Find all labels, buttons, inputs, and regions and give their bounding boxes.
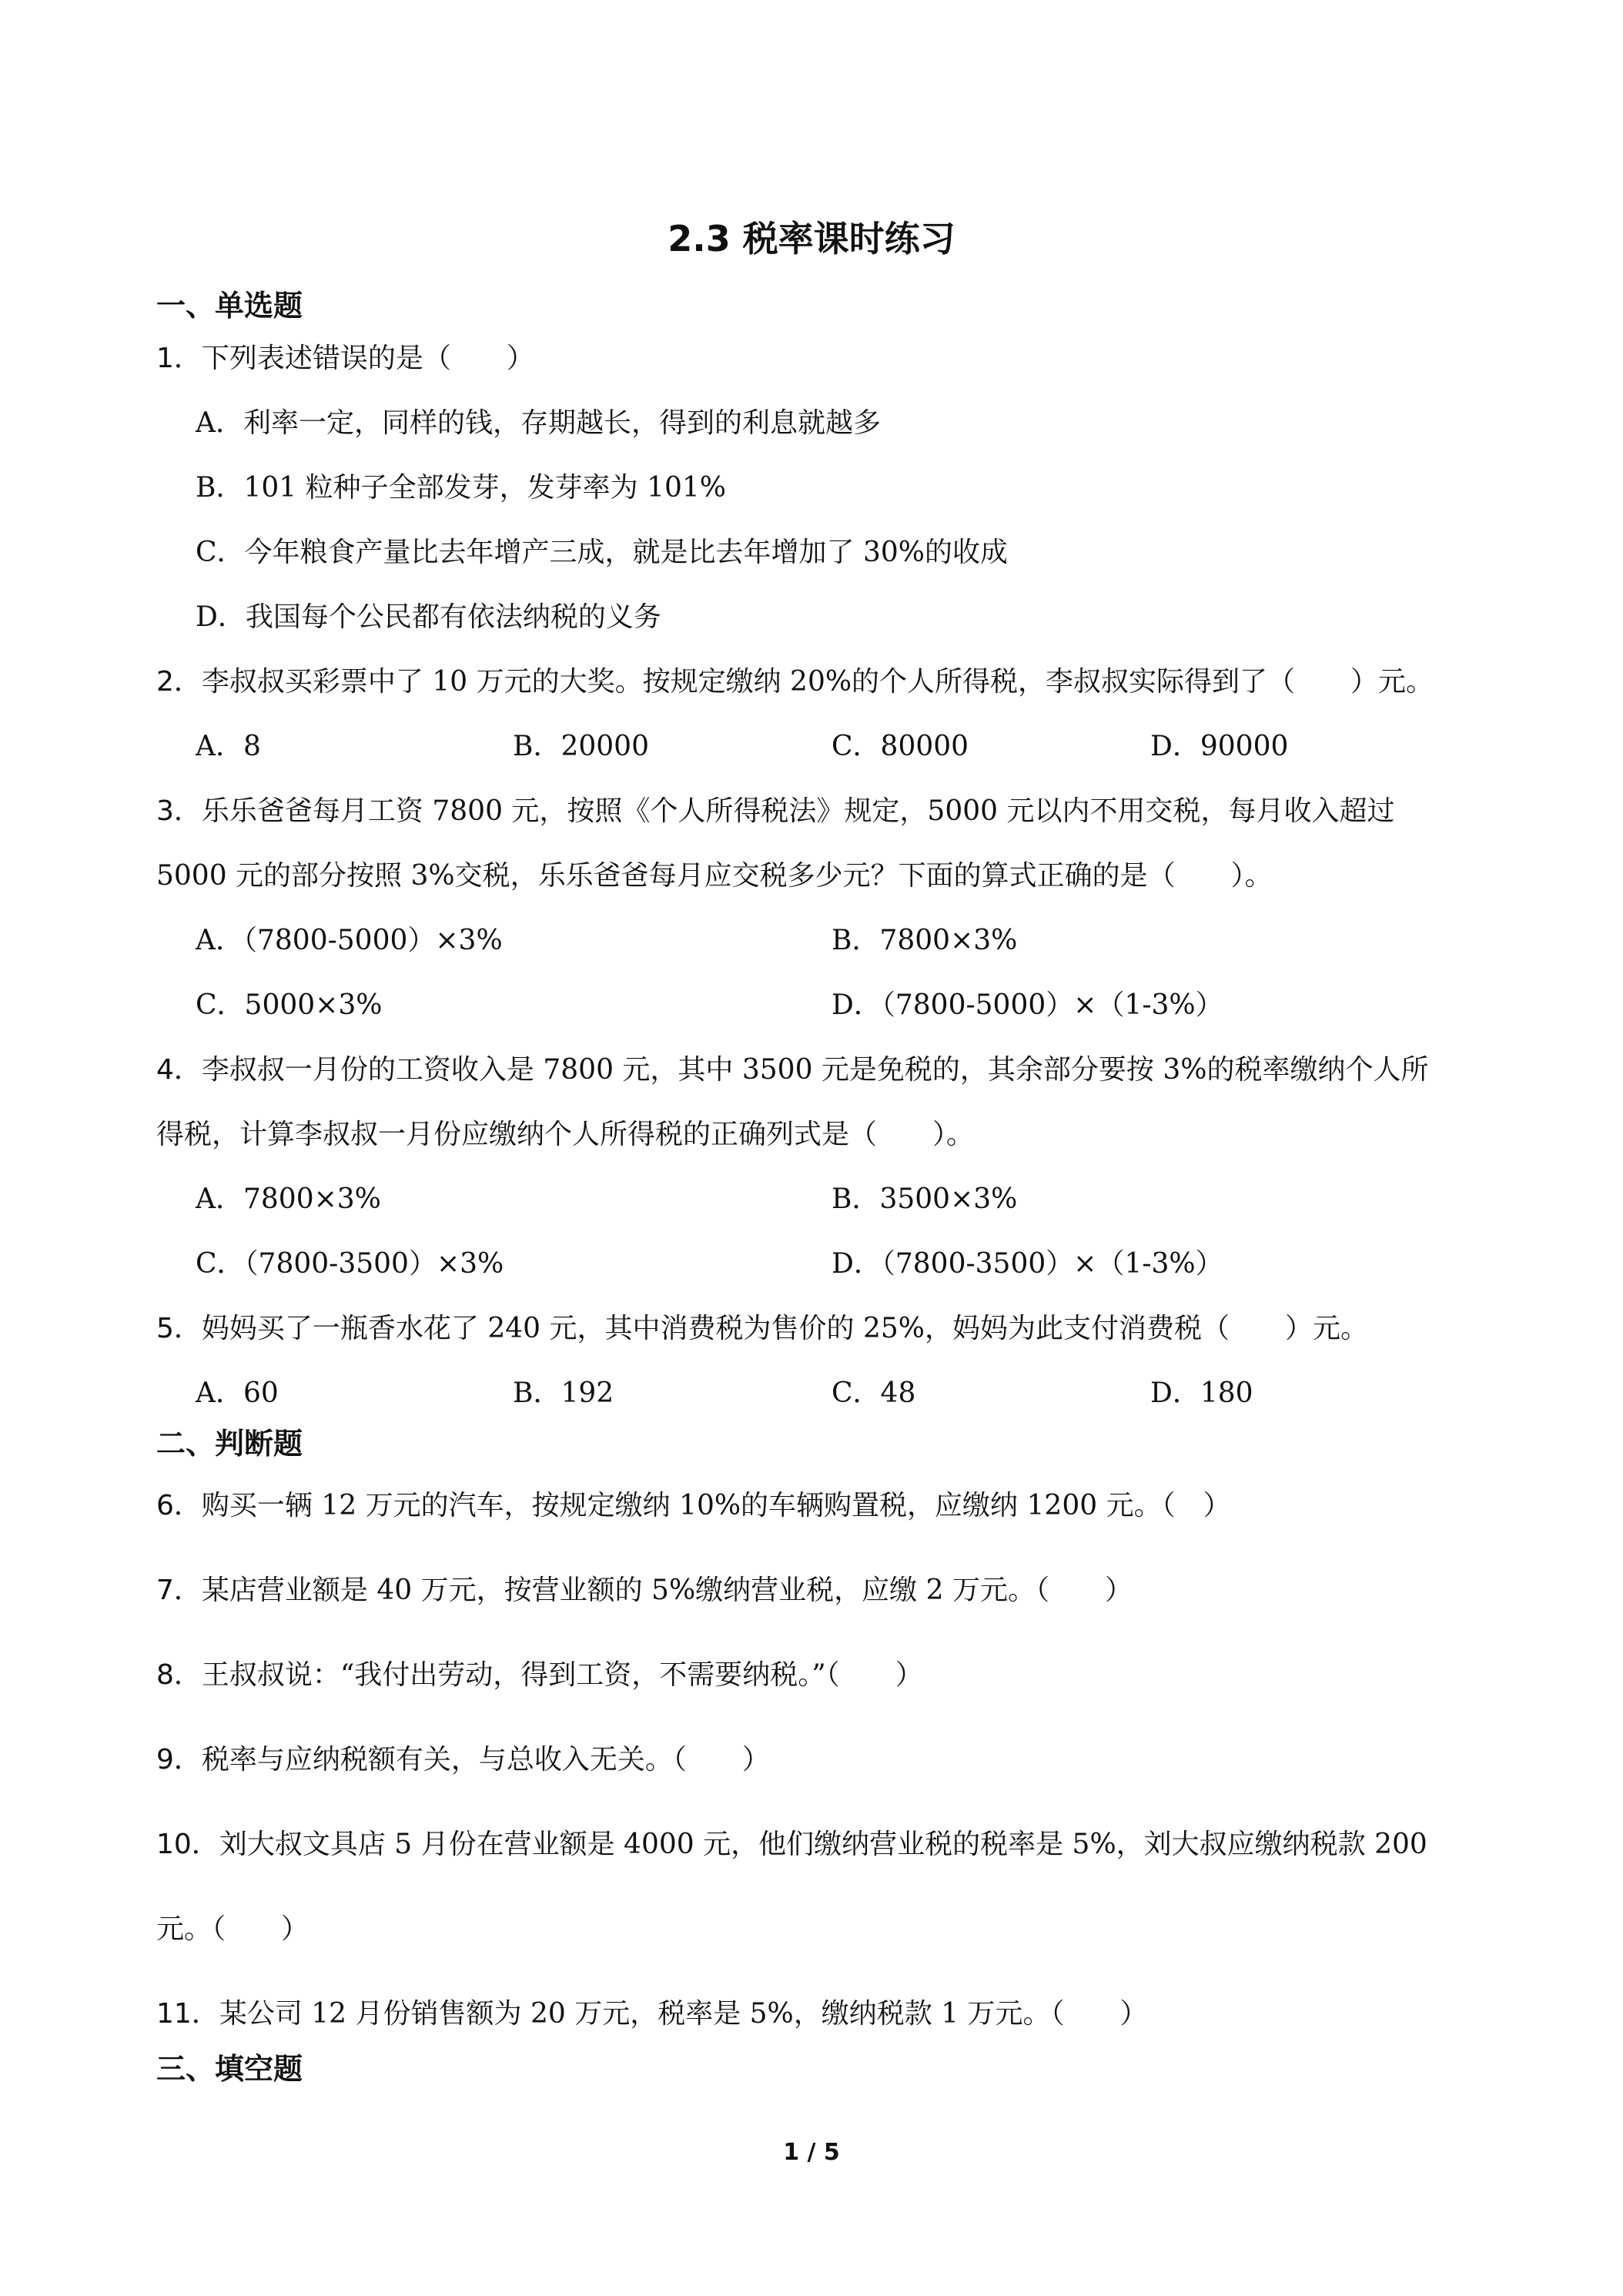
question-number: 9． [156, 1744, 202, 1776]
q3-option-d: D．（7800-5000）×（1-3%） [832, 989, 1223, 1021]
question-text: 妈妈买了一瓶香水花了 240 元，其中消费税为售价的 25%，妈妈为此支付消费税（ ）元。 [201, 1313, 1368, 1344]
section-heading-single-choice: 一、单选题 [156, 289, 303, 323]
question-text: 某公司 12 月份销售额为 20 万元，税率是 5%，缴纳税款 1 万元。（ ） [219, 1998, 1148, 2030]
q4-option-b: B．3500×3% [832, 1183, 1018, 1215]
q2-option-c: C．80000 [832, 731, 969, 762]
question-number: 4． [156, 1054, 202, 1086]
page-title: 2.3 税率课时练习 [668, 218, 955, 259]
question-text: 购买一辆 12 万元的汽车，按规定缴纳 10%的车辆购置税，应缴纳 1200 元。（ ） [201, 1490, 1231, 1521]
section-heading-fill-blank: 三、填空题 [156, 2052, 303, 2086]
q2-option-b: B．20000 [513, 731, 649, 762]
q3-option-c: C．5000×3% [196, 989, 383, 1021]
q5-option-a: A．60 [196, 1377, 279, 1409]
question-1 [156, 342, 534, 376]
question-number: 6． [156, 1490, 202, 1521]
question-8 [156, 1658, 923, 1692]
question-2 [156, 665, 1434, 699]
q4-option-c: C．（7800-3500）×3% [196, 1248, 504, 1280]
question-number: 1． [156, 343, 202, 374]
q5-option-b: B．192 [513, 1377, 614, 1409]
question-4-continued: 得税，计算李叔叔一月份应缴纳个人所得税的正确列式是（ ）。 [156, 1119, 975, 1150]
q1-option-c: C．今年粮食产量比去年增产三成，就是比去年增加了 30%的收成 [196, 537, 1009, 568]
question-4 [156, 1053, 1428, 1087]
question-text: 某店营业额是 40 万元，按营业额的 5%缴纳营业税，应缴 2 万元。（ ） [201, 1575, 1133, 1606]
page-number: 1 / 5 [783, 2139, 840, 2166]
q4-option-a: A．7800×3% [196, 1183, 381, 1215]
question-text: 李叔叔一月份的工资收入是 7800 元，其中 3500 元是免税的，其余部分要按 3%的税率缴纳个人所 [201, 1054, 1429, 1086]
question-10-continued: 元。（ ） [156, 1913, 310, 1945]
question-number: 8． [156, 1659, 202, 1691]
question-text: 王叔叔说：“我付出劳动，得到工资，不需要纳税。”（ ） [201, 1659, 923, 1691]
question-number: 5． [156, 1313, 202, 1344]
question-7 [156, 1574, 1133, 1608]
question-3 [156, 795, 1394, 828]
question-3-continued: 5000 元的部分按照 3%交税，乐乐爸爸每月应交税多少元？下面的算式正确的是（ ）。 [156, 860, 1273, 892]
question-11 [156, 1997, 1148, 2031]
q4-option-d: D．（7800-3500）×（1-3%） [832, 1248, 1223, 1280]
q3-option-a: A．（7800-5000）×3% [196, 925, 503, 956]
question-number: 11． [156, 1998, 219, 2030]
q1-option-d: D．我国每个公民都有依法纳税的义务 [196, 601, 661, 633]
question-9 [156, 1743, 770, 1777]
q2-option-d: D．90000 [1150, 731, 1289, 762]
q3-option-b: B．7800×3% [832, 925, 1018, 956]
q5-option-c: C．48 [832, 1377, 916, 1409]
question-text: 税率与应纳税额有关，与总收入无关。（ ） [201, 1744, 770, 1776]
question-number: 2． [156, 666, 202, 698]
question-number: 10． [156, 1829, 219, 1860]
q1-option-a: A．利率一定，同样的钱，存期越长，得到的利息就越多 [196, 407, 881, 439]
q5-option-d: D．180 [1150, 1377, 1253, 1409]
question-text: 乐乐爸爸每月工资 7800 元，按照《个人所得税法》规定，5000 元以内不用交税，每月收入超过 [201, 795, 1395, 827]
question-number: 3． [156, 795, 202, 827]
question-10 [156, 1828, 1427, 1862]
section-heading-true-false: 二、判断题 [156, 1427, 303, 1461]
q2-option-a: A．8 [196, 731, 261, 762]
question-number: 7． [156, 1575, 202, 1606]
q1-option-b: B．101 粒种子全部发芽，发芽率为 101% [196, 472, 726, 504]
question-text: 刘大叔文具店 5 月份在营业额是 4000 元，他们缴纳营业税的税率是 5%，刘大叔应缴纳税款 200 [219, 1829, 1427, 1860]
question-text: 下列表述错误的是（ ） [201, 343, 534, 374]
question-text: 李叔叔买彩票中了 10 万元的大奖。按规定缴纳 20%的个人所得税，李叔叔实际得到了（ ）元。 [201, 666, 1434, 698]
question-6 [156, 1489, 1231, 1523]
question-5 [156, 1312, 1368, 1346]
